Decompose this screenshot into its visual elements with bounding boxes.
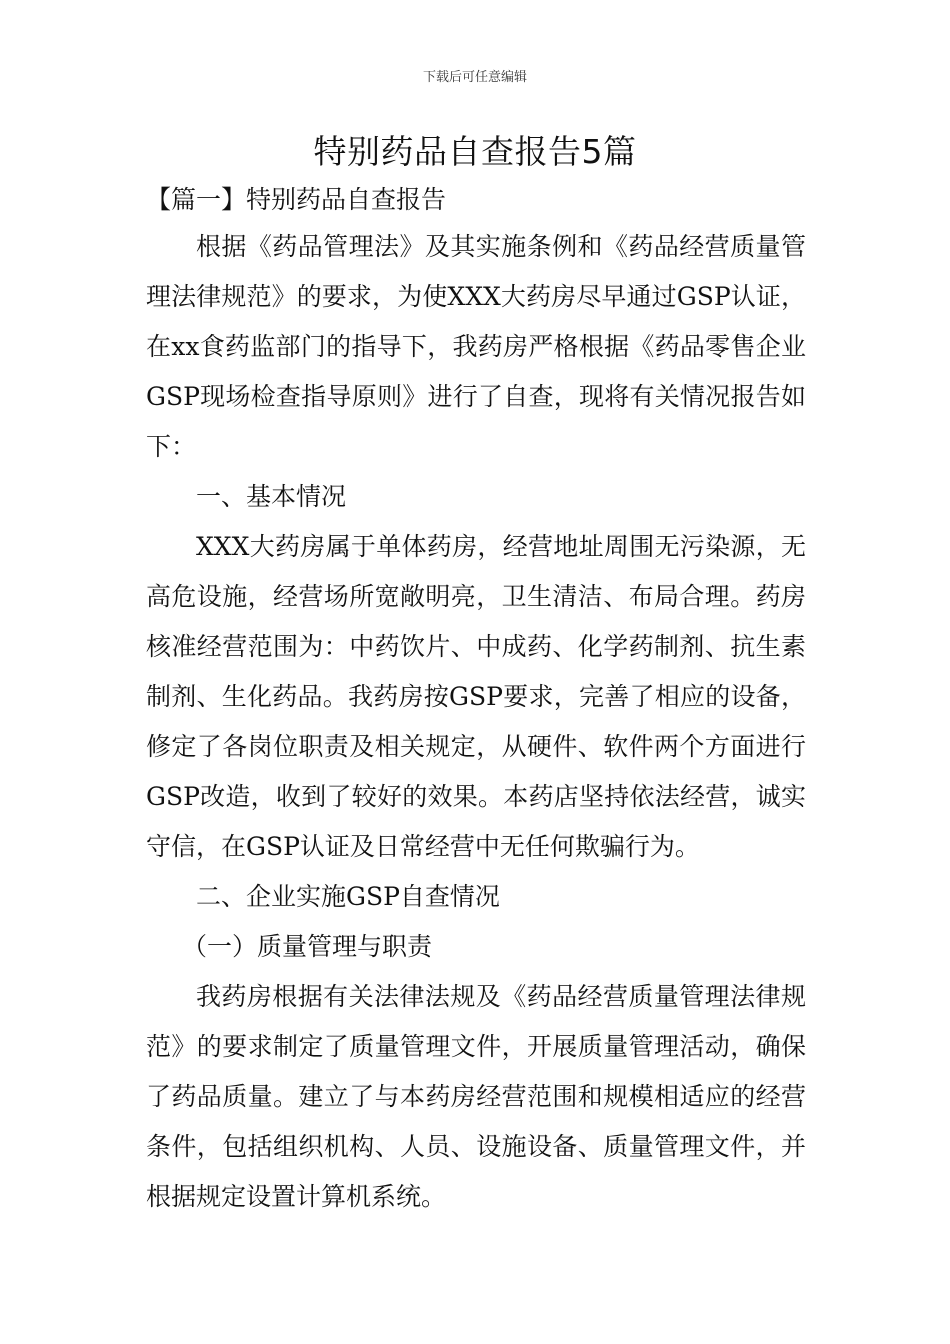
section-heading: 【篇一】特别药品自查报告 — [146, 185, 447, 214]
paragraph-intro: 根据《药品管理法》及其实施条例和《药品经营质量管理法律规范》的要求，为使XXX大药房尽早通过GSP认证，在xx食药监部门的指导下，我药房严格根据《药品零售企业GSP现场检查指导原则》进行了自查，现将有关情况报告如下： — [146, 232, 806, 461]
heading-gsp-self-check: 二、企业实施GSP自查情况 — [196, 882, 500, 911]
header-note: 下载后可任意编辑 — [422, 70, 527, 85]
page-title: 特别药品自查报告5篇 — [313, 132, 637, 171]
heading-quality-management: （一）质量管理与职责 — [182, 932, 433, 961]
document-body — [146, 222, 806, 1222]
heading-basic-situation: 一、基本情况 — [196, 482, 347, 511]
paragraph-quality-management: 我药房根据有关法律法规及《药品经营质量管理法律规范》的要求制定了质量管理文件，开展质量管理活动，确保了药品质量。建立了与本药房经营范围和规模相适应的经营条件，包括组织机构、人员、设施设备、质量管理文件，并根据规定设置计算机系统。 — [146, 982, 806, 1211]
paragraph-basic-situation: XXX大药房属于单体药房，经营地址周围无污染源，无高危设施，经营场所宽敞明亮，卫生清洁、布局合理。药房核准经营范围为：中药饮片、中成药、化学药制剂、抗生素制剂、生化药品。我药房按GSP要求，完善了相应的设备，修定了各岗位职责及相关规定，从硬件、软件两个方面进行GSP改造，收到了较好的效果。本药店坚持依法经营，诚实守信，在GSP认证及日常经营中无任何欺骗行为。 — [146, 532, 806, 861]
